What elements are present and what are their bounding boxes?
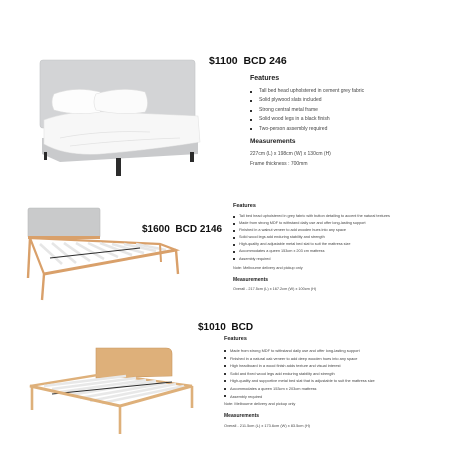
- feature-item: Solid wood legs add enduring stability and strength: [233, 234, 390, 241]
- features-heading-2: Features: [233, 203, 256, 209]
- price-2-code: BCD 2146: [175, 224, 223, 235]
- feature-item: Strong central metal frame: [250, 106, 364, 115]
- feature-item: Accommodates a queen 153cm x 203cm mattress: [224, 385, 375, 393]
- feature-item: Tall bed head upholstered in cement grey fabric: [250, 87, 364, 96]
- feature-item: Two-person assembly required: [250, 125, 364, 134]
- feature-item: Solid plywood slats included: [250, 96, 364, 105]
- feature-item: Assembly required: [224, 393, 375, 401]
- features-heading-1: Features: [250, 75, 280, 82]
- feature-item: Accommodates a queen 153cm x 203 cm mattress: [233, 248, 390, 255]
- feature-item: Assembly required: [233, 256, 390, 263]
- feature-item: High-quality and adjustable metal bed slat to suit the mattress size: [233, 241, 390, 248]
- features-list-3: [224, 347, 375, 400]
- measurement-line: Overall - 211.5cm (L) x 173.6cm (W) x 83.5cm (H): [224, 423, 310, 428]
- bed-1-image: [30, 50, 202, 180]
- feature-item: Finished in a natural oak veneer to add deep wooden hues into any space: [224, 355, 375, 363]
- features-heading-3: Features: [224, 336, 247, 342]
- feature-item: Tall bed head upholstered in grey fabric with button detailing to accent the natural textures: [233, 213, 390, 220]
- measurement-line: Overall - 217.5cm (L) x 167.2cm (W) x 100cm (H): [233, 287, 317, 291]
- bed-2-image: [20, 206, 182, 302]
- measurements-heading-1: Measurements: [250, 138, 296, 145]
- price-1-code: BCD 246: [243, 55, 287, 67]
- price-3: [198, 322, 253, 333]
- feature-item: Made from strong MDF to withstand daily use and offer long-lasting support: [233, 220, 390, 227]
- measurements-heading-3: Measurements: [224, 413, 260, 419]
- feature-item: Finished in a walnut veneer to add wooden hues into any space: [233, 227, 390, 234]
- features-list-2: [233, 213, 390, 263]
- feature-item: Solid wood legs in a black finish: [250, 115, 364, 124]
- feature-item: Made from strong MDF to withstand daily use and offer long-lasting support: [224, 347, 375, 355]
- feature-item: Solid and fixed wood legs add enduring stability and strength: [224, 370, 375, 378]
- bed-3-image: [22, 346, 212, 436]
- feature-item: High-quality and supportive metal bed slat that is adjustable to suit the mattress size: [224, 377, 375, 385]
- price-1-amount: $1100: [209, 55, 238, 67]
- measurement-line: 227cm (L) x 198cm (W) x 130cm (H): [250, 151, 331, 157]
- feature-item: High headboard in a wood finish adds texture and visual interest: [224, 362, 375, 370]
- delivery-note-3: Note: Melbourne delivery and pickup only: [224, 401, 296, 406]
- measurements-heading-2: Measurements: [233, 277, 269, 283]
- price-1: [209, 55, 287, 67]
- measurement-line: Frame thickness : 700mm: [250, 161, 308, 167]
- price-3-code: BCD: [231, 322, 254, 333]
- price-3-amount: $1010: [198, 322, 226, 333]
- features-list-1: [250, 87, 364, 134]
- price-2-amount: $1600: [142, 224, 170, 235]
- delivery-note-2: Note: Melbourne delivery and pickup only: [233, 266, 303, 270]
- price-2: [142, 224, 222, 235]
